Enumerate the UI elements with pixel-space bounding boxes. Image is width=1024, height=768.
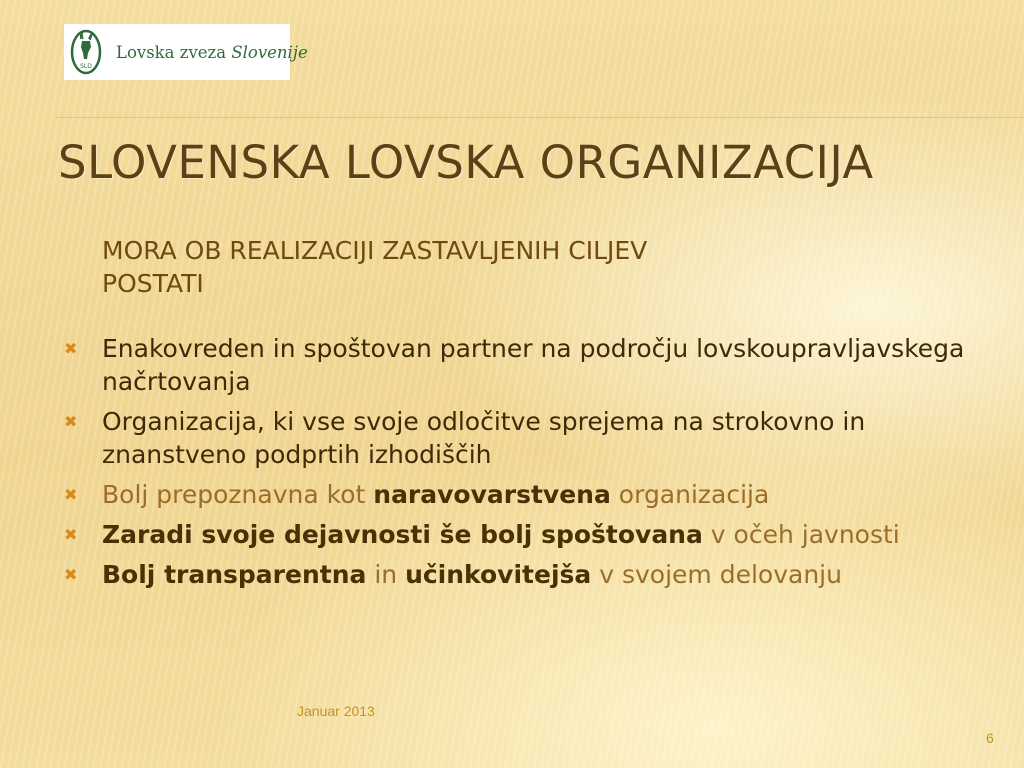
bullet-text: v očeh javnosti xyxy=(702,520,900,549)
bullet-emphasis: naravovarstvena xyxy=(373,480,611,509)
logo-text xyxy=(116,43,308,62)
cross-bullet-icon: ✖ xyxy=(64,565,78,584)
bullet-emphasis: učinkovitejša xyxy=(405,560,592,589)
lovska-zveza-logo xyxy=(64,24,308,80)
cross-bullet-icon: ✖ xyxy=(64,412,78,431)
subheading xyxy=(102,234,922,300)
subheading-line-1: MORA OB REALIZACIJI ZASTAVLJENIH CILJEV xyxy=(102,236,648,265)
cross-bullet-icon: ✖ xyxy=(64,525,78,544)
bullet-text: in xyxy=(366,560,406,589)
slide-title: SLOVENSKA LOVSKA ORGANIZACIJA xyxy=(58,136,874,189)
header-divider xyxy=(56,117,1024,118)
bullet-item xyxy=(64,405,984,471)
chamois-emblem-icon xyxy=(70,28,102,76)
bullet-item xyxy=(64,332,984,398)
bullet-emphasis: Zaradi svoje dejavnosti še bolj spoštovana xyxy=(102,520,703,549)
slide-number: 6 xyxy=(986,730,994,746)
bullet-text: organizacija xyxy=(610,480,770,509)
svg-text:SLD: SLD xyxy=(80,63,92,70)
bullet-emphasis: Bolj transparentna xyxy=(102,560,367,589)
bullet-list xyxy=(64,332,984,598)
footer-date: Januar 2013 xyxy=(297,703,375,719)
cross-bullet-icon: ✖ xyxy=(64,485,78,504)
logo-text-main: Lovska zveza xyxy=(116,42,227,62)
cross-bullet-icon: ✖ xyxy=(64,339,78,358)
subheading-line-2: POSTATI xyxy=(102,269,204,298)
bullet-item xyxy=(64,518,984,551)
bullet-text: v svojem delovanju xyxy=(591,560,842,589)
bullet-text: Organizacija, ki vse svoje odločitve sprejema na strokovno in znanstveno podprtih izhodiščih xyxy=(102,407,866,469)
bullet-item xyxy=(64,558,984,591)
logo-text-italic: Slovenije xyxy=(231,42,308,62)
bullet-text: Bolj prepoznavna kot xyxy=(102,480,374,509)
bullet-item xyxy=(64,478,984,511)
bullet-text: Enakovreden in spoštovan partner na področju lovskoupravljavskega načrtovanja xyxy=(102,334,965,396)
